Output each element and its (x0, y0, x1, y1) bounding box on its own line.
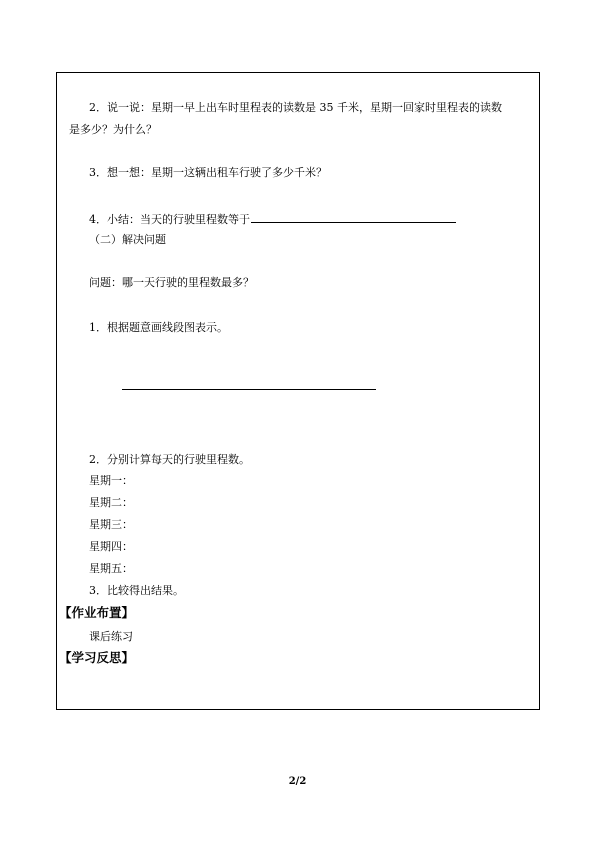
question-2-line-1: 2．说一说：星期一早上出车时里程表的读数是 35 千米，星期一回家时里程表的读数 (89, 101, 502, 114)
page-number: 2/2 (288, 776, 307, 787)
question-3: 3．想一想：星期一这辆出租车行驶了多少千米？ (89, 166, 327, 179)
day-thursday: 星期四： (89, 540, 133, 553)
line-segment-diagram (122, 389, 376, 390)
question-2-line-2: 是多少？为什么？ (69, 123, 157, 136)
homework-heading: 【作业布置】 (59, 605, 135, 620)
homework-text: 课后练习 (89, 630, 133, 643)
question-4-summary (89, 211, 456, 227)
question-4-text: 4．小结：当天的行驶里程数等于 (89, 213, 250, 226)
problem-statement: 问题：哪一天行驶的里程数最多？ (89, 276, 254, 289)
reflection-heading: 【学习反思】 (59, 650, 135, 665)
part-2-title: （二）解决问题 (89, 233, 166, 246)
step-3: 3．比较得出结果。 (89, 584, 184, 597)
day-monday: 星期一： (89, 474, 133, 487)
day-tuesday: 星期二： (89, 496, 133, 509)
day-wednesday: 星期三： (89, 518, 133, 531)
answer-blank[interactable] (251, 211, 456, 223)
step-1: 1．根据题意画线段图表示。 (89, 321, 228, 334)
day-friday: 星期五： (89, 562, 133, 575)
step-2: 2．分别计算每天的行驶里程数。 (89, 453, 250, 466)
